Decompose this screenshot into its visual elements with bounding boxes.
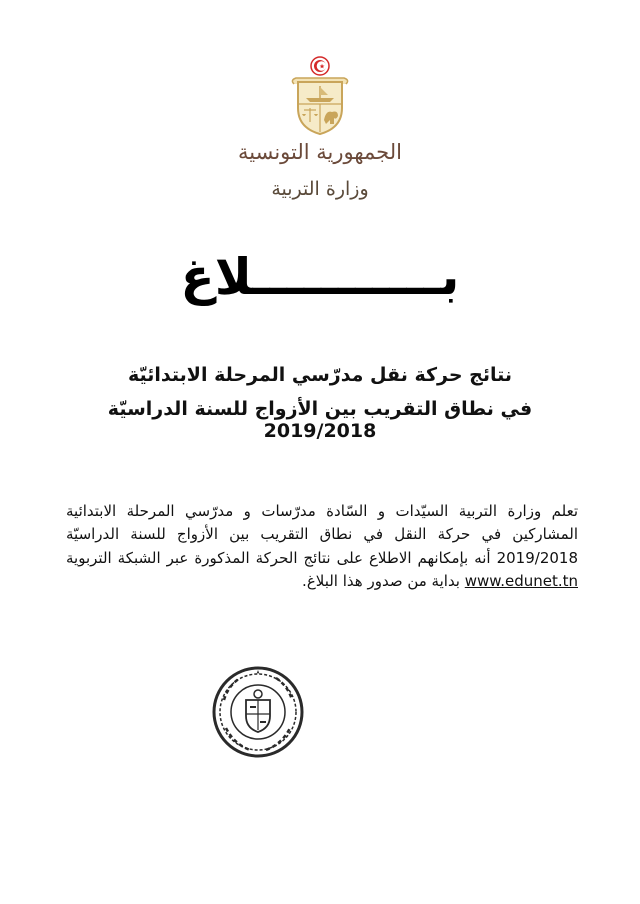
ministry-name: وزارة التربية	[271, 178, 369, 200]
tunisia-coat-of-arms-icon	[288, 54, 352, 138]
subtitle-line-1: نتائج حركة نقل مدرّسي المرحلة الابتدائيّة	[128, 364, 512, 386]
body-text-part2: بداية من صدور هذا البلاغ.	[302, 571, 465, 590]
subtitle-line-2: في نطاق التقريب بين الأزواج للسنة الدراسيّة 2019/2018	[107, 398, 533, 442]
official-stamp-icon	[210, 664, 306, 760]
notice-title: بـــــــــــلاغ	[180, 248, 460, 306]
website-link[interactable]: www.edunet.tn	[464, 571, 578, 590]
notice-body	[66, 500, 578, 593]
government-name: الجمهورية التونسية	[238, 140, 402, 164]
body-text-part1: تعلم وزارة التربية السيّدات و السّادة مدرّسات و مدرّسي المرحلة الابتدائية المشاركين في حركة النقل في نطاق التقريب بين الأزواج للسنة الدراسيّة 2019/2018 أنه بإمكانهم الاطلاع على نتائج الحركة المذكورة عبر الشبكة التربوية	[66, 502, 578, 567]
